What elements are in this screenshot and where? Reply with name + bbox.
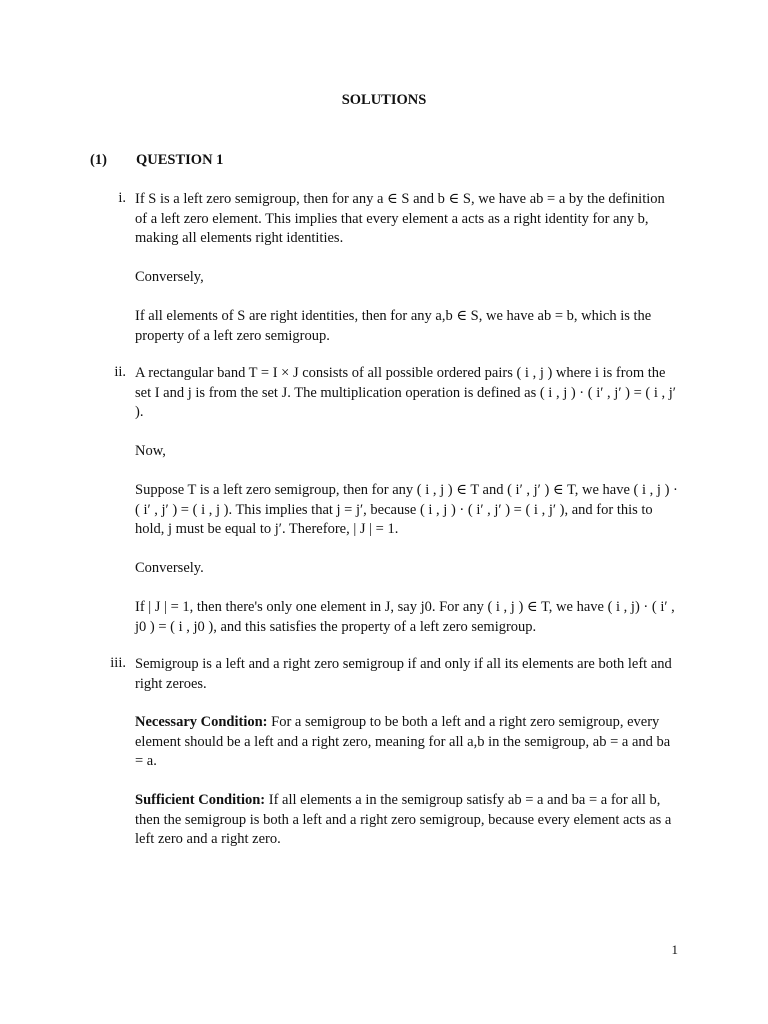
paragraph-text: If | J | = 1, then there's only one element in J, say j0. For any ( i , j ) ∈ T, we have ( i , j) · ( i′ , j0 ) = ( i , j0 ), and this satisfies the property of a left zero semigroup. [135, 599, 675, 635]
paragraph-text: Conversely, [135, 269, 204, 285]
paragraph-text: Suppose T is a left zero semigroup, then for any ( i , j ) ∈ T and ( i′ , j′ ) ∈ T, we have ( i , j ) · ( i′ , j′ ) = ( i , j ). This implies that j = j′, because ( i , j ) · ( i′ , j′ ) = ( i , j′ ), and for this to hold, j must be equal to j′. Therefore, | J | = 1. [135, 482, 678, 537]
item-i-paragraph-2 [135, 268, 680, 288]
paragraph-text: Semigroup is a left and a right zero semigroup if and only if all its elements are both left and right zeroes. [135, 656, 672, 692]
item-ii-paragraph-4 [135, 559, 680, 579]
item-i-paragraph-1 [135, 190, 680, 249]
item-marker-ii: ii. [114, 364, 126, 380]
page-title: SOLUTIONS [341, 92, 427, 108]
item-marker-iii: iii. [110, 655, 126, 671]
item-ii-paragraph-3 [135, 481, 680, 540]
paragraph-text: A rectangular band T = I × J consists of all possible ordered pairs ( i , j ) where i is from the set I and j is from the set J. The multiplication operation is defined as ( i , j ) · ( i′ , j′ ) = ( i , j′ ). [135, 365, 676, 420]
paragraph-text: If S is a left zero semigroup, then for any a ∈ S and b ∈ S, we have ab = a by the definition of a left zero element. This implies that every element a acts as a right identity for any b, making all elements right identities. [135, 191, 665, 246]
page-number: 1 [671, 942, 678, 957]
item-i-paragraph-3 [135, 307, 680, 346]
item-ii-paragraph-2 [135, 442, 680, 462]
paragraph-text: Now, [135, 443, 166, 459]
paragraph-text: If all elements of S are right identities, then for any a,b ∈ S, we have ab = b, which is the property of a left zero semigroup. [135, 308, 652, 344]
question-number: (1) [90, 152, 107, 168]
necessary-condition-text [135, 713, 680, 772]
question-title: QUESTION 1 [136, 152, 224, 168]
item-iii-paragraph-1 [135, 655, 680, 694]
necessary-condition [135, 713, 680, 772]
sufficient-condition-text [135, 791, 680, 850]
item-ii-paragraph-1 [135, 364, 680, 423]
sufficient-condition-label: Sufficient Condition: [135, 792, 266, 808]
item-ii-paragraph-5 [135, 598, 680, 637]
sufficient-condition-body: If all elements a in the semigroup satisfy ab = a and ba = a for all b, then the semigroup is both a left and a right zero semigroup, because every element acts as a left zero and a right zero. [135, 792, 672, 847]
sufficient-condition [135, 791, 680, 850]
necessary-condition-label: Necessary Condition: [135, 714, 268, 730]
necessary-condition-body: For a semigroup to be both a left and a right zero semigroup, every element should be a left and a right zero, meaning for all a,b in the semigroup, ab = a and ba = a. [135, 714, 671, 769]
item-marker-i: i. [118, 190, 126, 206]
paragraph-text: Conversely. [135, 560, 204, 576]
